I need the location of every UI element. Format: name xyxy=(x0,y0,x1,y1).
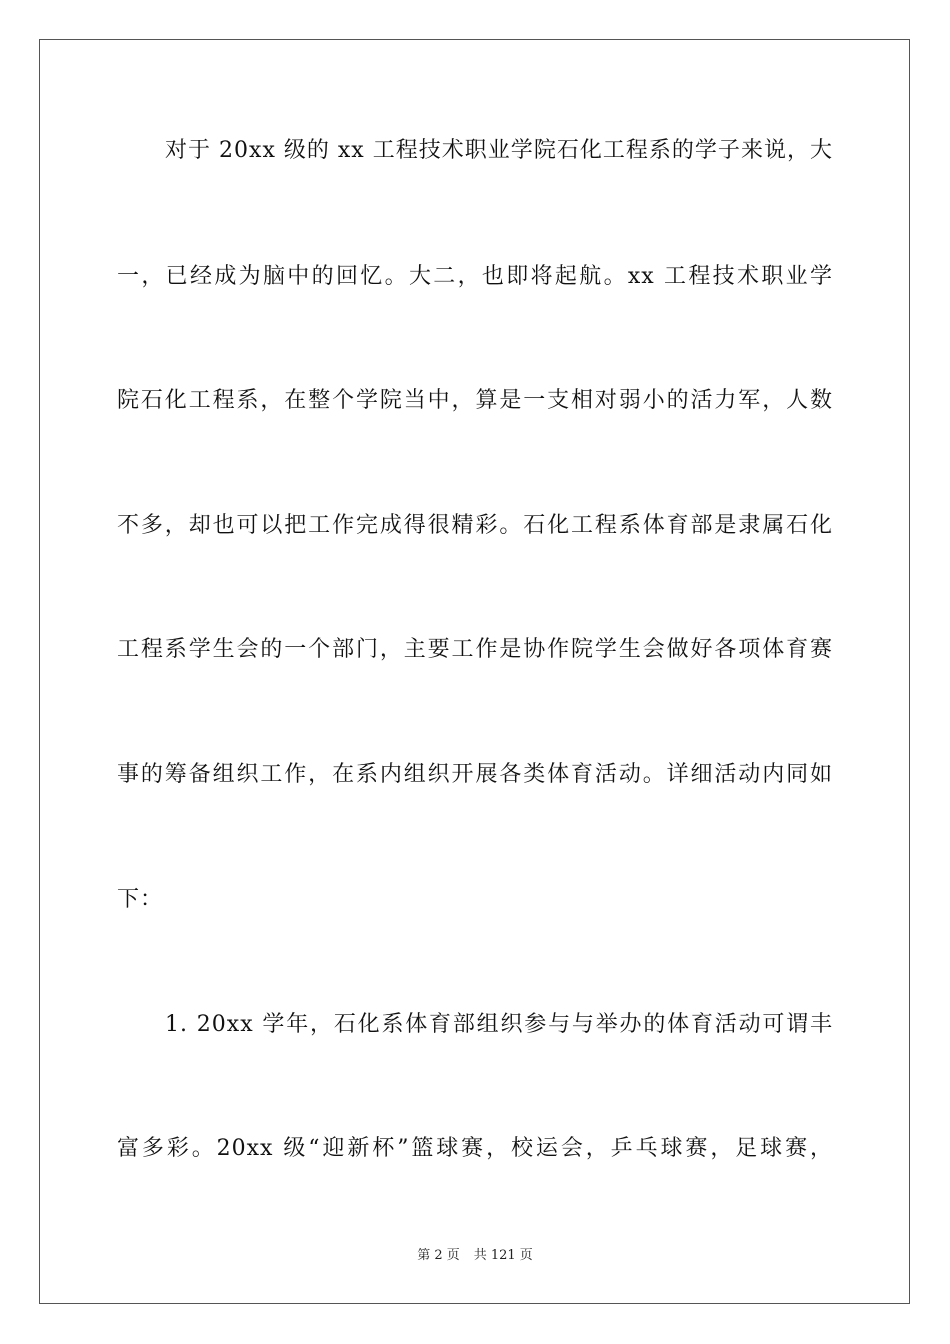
paragraph-1-line-2: 一，已经成为脑中的回忆。大二，也即将起航。xx 工程技术职业学 xyxy=(117,264,833,289)
paragraph-1-line-1: 对于 20xx 级的 xx 工程技术职业学院石化工程系的学子来说，大 xyxy=(165,138,833,163)
paragraph-1-line-5: 工程系学生会的一个部门，主要工作是协作院学生会做好各项体育赛 xyxy=(117,637,833,662)
paragraph-1-line-7: 下： xyxy=(117,887,164,912)
paragraph-1-line-6: 事的筹备组织工作，在系内组织开展各类体育活动。详细活动内同如 xyxy=(117,762,833,787)
paragraph-2-line-1: 1. 20xx 学年，石化系体育部组织参与与举办的体育活动可谓丰 xyxy=(165,1012,833,1037)
page-footer xyxy=(0,1247,950,1265)
paragraph-1-line-3: 院石化工程系，在整个学院当中，算是一支相对弱小的活力军，人数 xyxy=(117,388,833,413)
paragraph-2-line-2: 富多彩。20xx 级“迎新杯”篮球赛，校运会，乒乓球赛，足球赛， xyxy=(117,1136,833,1161)
page-border xyxy=(39,39,910,1304)
page-number: 第 2 页 xyxy=(417,1248,460,1263)
page-total: 共 121 页 xyxy=(473,1248,533,1263)
paragraph-1-line-4: 不多，却也可以把工作完成得很精彩。石化工程系体育部是隶属石化 xyxy=(117,513,833,538)
